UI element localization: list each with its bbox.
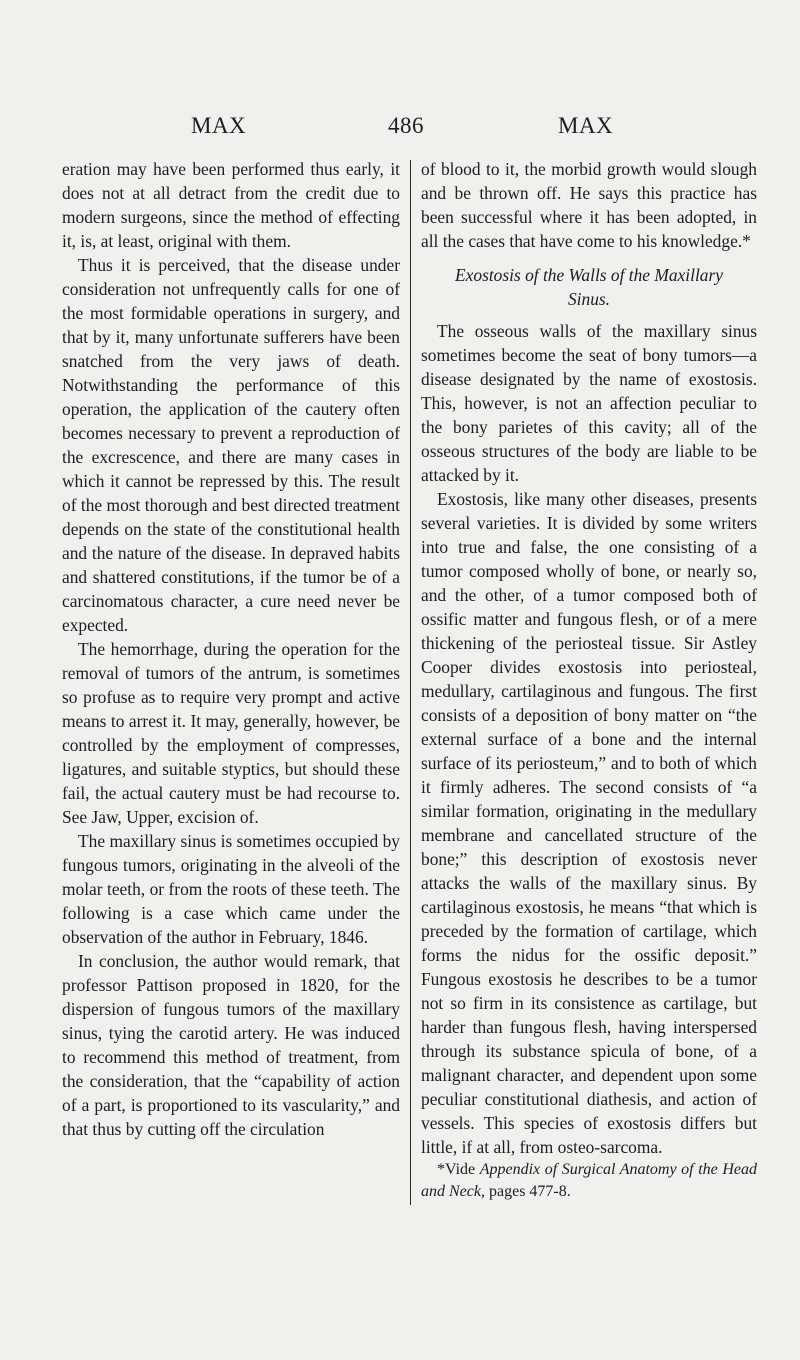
- section-heading-line2: Sinus.: [567, 289, 611, 309]
- paragraph: Thus it is perceived, that the disease under consideration not unfrequently calls for one of the most formidable operations in surgery, and that by it, many unfortunate sufferers have been snatched from the very jaws of death. Notwithstanding the performance of this operation, the application of the cautery often becomes necessary to prevent a reproduction of the excrescence, and there are many cases in which it cannot be repressed by this. The result of the most thorough and best directed treatment depends on the state of the constitutional health and the nature of the disease. In depraved habits and shattered constitutions, if the tumor be of a carcinomatous character, a cure need never be expected.: [62, 255, 400, 635]
- footnote-title: Appendix of Surgical Anatomy of the Head and Neck,: [421, 1161, 757, 1200]
- running-head-right: MAX: [558, 113, 614, 138]
- section-heading: [421, 263, 757, 311]
- column-divider: [410, 160, 411, 1205]
- footnote-prefix: *Vide: [437, 1161, 476, 1178]
- paragraph: The osseous walls of the maxillary sinus sometimes become the seat of bony tumors—a disease designated by the name of exostosis. This, however, is not an affection peculiar to the bony parietes of this cavity; all of the osseous structures of the body are liable to be attacked by it.: [421, 321, 757, 485]
- paragraph: Exostosis, like many other diseases, presents several varieties. It is divided by some writers into true and false, the one consisting of a tumor composed wholly of bone, or nearly so, and the other, of a tumor composed both of ossific matter and fungous flesh, or of a mere thickening of the periosteal tissue. Sir Astley Cooper divides exostosis into periosteal, medullary, cartilaginous and fungous. The first consists of a deposition of bony matter on “the external surface of a bone and the internal surface of its periosteum,” and to both of which it firmly adheres. The second consists of “a similar formation, originating in the medullary membrane and cancellated structure of the bone;” this description of exostosis never attacks the walls of the maxillary sinus. By cartilaginous exostosis, he means “that which is preceded by the formation of cartilage, which forms the nidus for the ossific deposit.” Fungous exostosis he describes to be a tumor not so firm in its consistence as cartilage, but harder than fungous flesh, having interspersed through its substance spicula of bone, of a malignant character, and dependent upon some peculiar constitutional diathesis, and action of vessels. This species of exostosis differs but little, if at all, from osteo-sarcoma.: [421, 489, 757, 1157]
- footnote-pages: pages 477-8.: [488, 1183, 571, 1200]
- page-number: 486: [388, 113, 424, 138]
- right-column: [421, 157, 757, 1203]
- paragraph: eration may have been performed thus early, it does not at all detract from the credit due to modern surgeons, since the method of effecting it, is, at least, original with them.: [62, 159, 400, 251]
- paragraph: of blood to it, the morbid growth would slough and be thrown off. He says this practice has been successful where it has been adopted, in all the cases that have come to his knowledge.*: [421, 159, 757, 251]
- footnote: [421, 1159, 757, 1203]
- paragraph: In conclusion, the author would remark, that professor Pattison proposed in 1820, for the dispersion of fungous tumors of the maxillary sinus, tying the carotid artery. He was induced to recommend this method of treatment, from the consideration, that the “capability of action of a part, is proportioned to its vascularity,” and that thus by cutting off the circulation: [62, 951, 400, 1139]
- paragraph: The hemorrhage, during the operation for the removal of tumors of the antrum, is sometimes so profuse as to require very prompt and active means to arrest it. It may, generally, however, be controlled by the employment of compresses, ligatures, and suitable styptics, but should these fail, the actual cautery must be had recourse to. See Jaw, Upper, excision of.: [62, 639, 400, 827]
- section-heading-line1: Exostosis of the Walls of the Maxillary: [455, 265, 723, 285]
- left-column: [62, 157, 400, 1141]
- running-head: [0, 113, 800, 143]
- running-head-left: MAX: [191, 113, 247, 138]
- paragraph: The maxillary sinus is sometimes occupied by fungous tumors, originating in the alveoli of the molar teeth, or from the roots of these teeth. The following is a case which came under the observation of the author in February, 1846.: [62, 831, 400, 947]
